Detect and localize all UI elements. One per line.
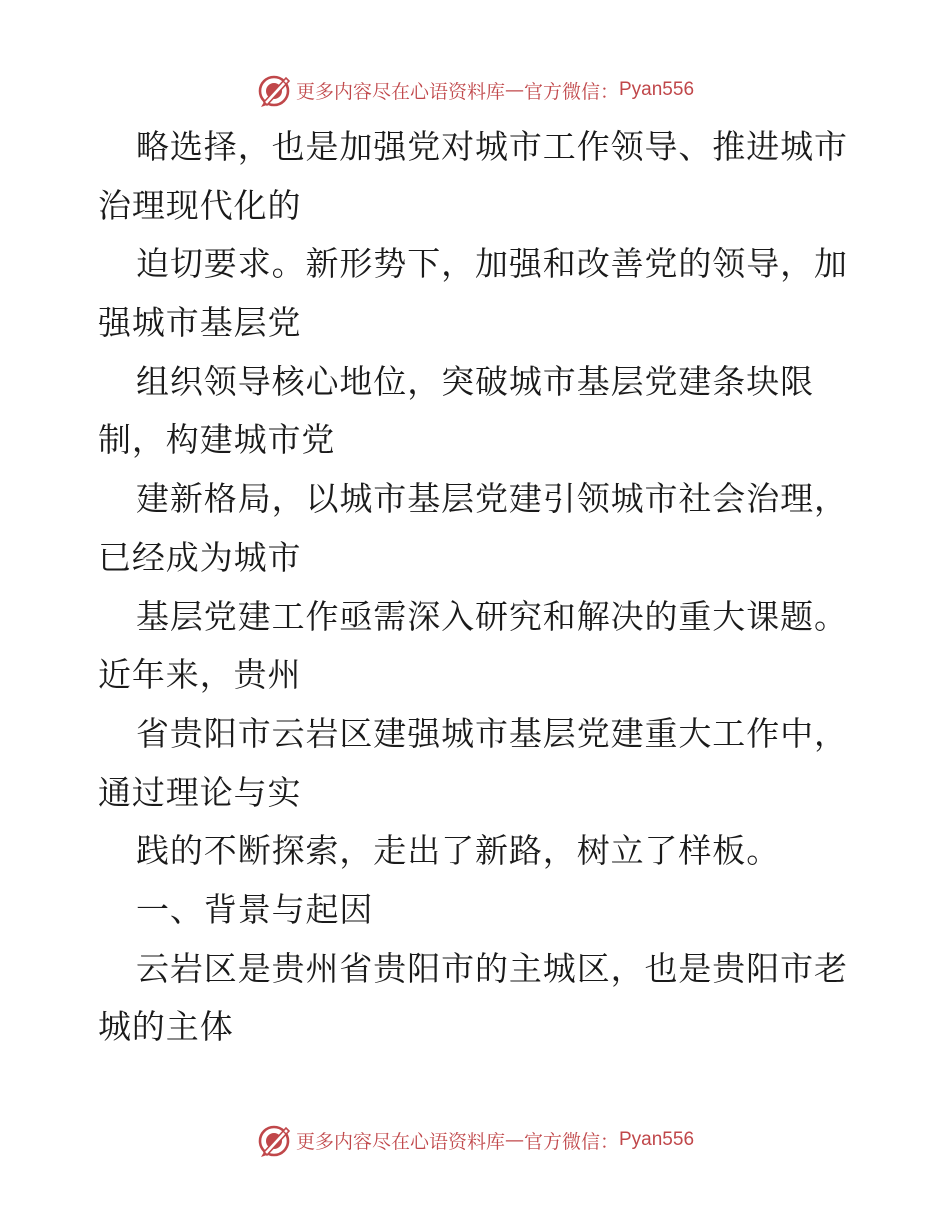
text-line: 强城市基层党 xyxy=(98,303,302,343)
banner-wechat-label: 官方微信： xyxy=(523,80,619,103)
text-line: 通过理论与实 xyxy=(98,772,302,812)
document-body xyxy=(98,118,898,1057)
text-line: 城的主体 xyxy=(98,1007,234,1047)
banner-wechat-label: 官方微信： xyxy=(523,1130,619,1153)
banner-dash: — xyxy=(504,1129,524,1151)
footer-watermark-banner xyxy=(0,1120,950,1160)
banner-wechat-id: Pyan556 xyxy=(619,79,695,100)
text-line: 近年来，贵州 xyxy=(98,655,302,695)
text-line: 基层党建工作亟需深入研究和解决的重大课题。 xyxy=(136,596,848,636)
pen-logo-icon xyxy=(256,1122,292,1158)
banner-brand-text: 更多内容尽在心语资料库 xyxy=(295,1130,505,1153)
header-watermark-banner xyxy=(0,70,950,110)
text-line: 一、背景与起因 xyxy=(136,889,374,929)
text-line: 组织领导核心地位，突破城市基层党建条块限 xyxy=(136,361,814,401)
text-line: 践的不断探索，走出了新路，树立了样板。 xyxy=(136,831,781,871)
text-line: 迫切要求。新形势下，加强和改善党的领导，加 xyxy=(136,244,848,284)
text-line: 已经成为城市 xyxy=(98,537,302,577)
text-line: 省贵阳市云岩区建强城市基层党建重大工作中， xyxy=(136,713,848,753)
text-line: 云岩区是贵州省贵阳市的主城区，也是贵阳市老 xyxy=(136,948,848,988)
text-line: 制，构建城市党 xyxy=(98,420,336,460)
banner-wechat-id: Pyan556 xyxy=(619,1129,695,1150)
text-line: 建新格局，以城市基层党建引领城市社会治理， xyxy=(136,479,848,519)
banner-brand-text: 更多内容尽在心语资料库 xyxy=(295,80,505,103)
banner-dash: — xyxy=(504,79,524,101)
pen-logo-icon xyxy=(256,72,292,108)
text-line: 治理现代化的 xyxy=(98,185,302,225)
text-line: 略选择，也是加强党对城市工作领导、推进城市 xyxy=(136,127,848,166)
